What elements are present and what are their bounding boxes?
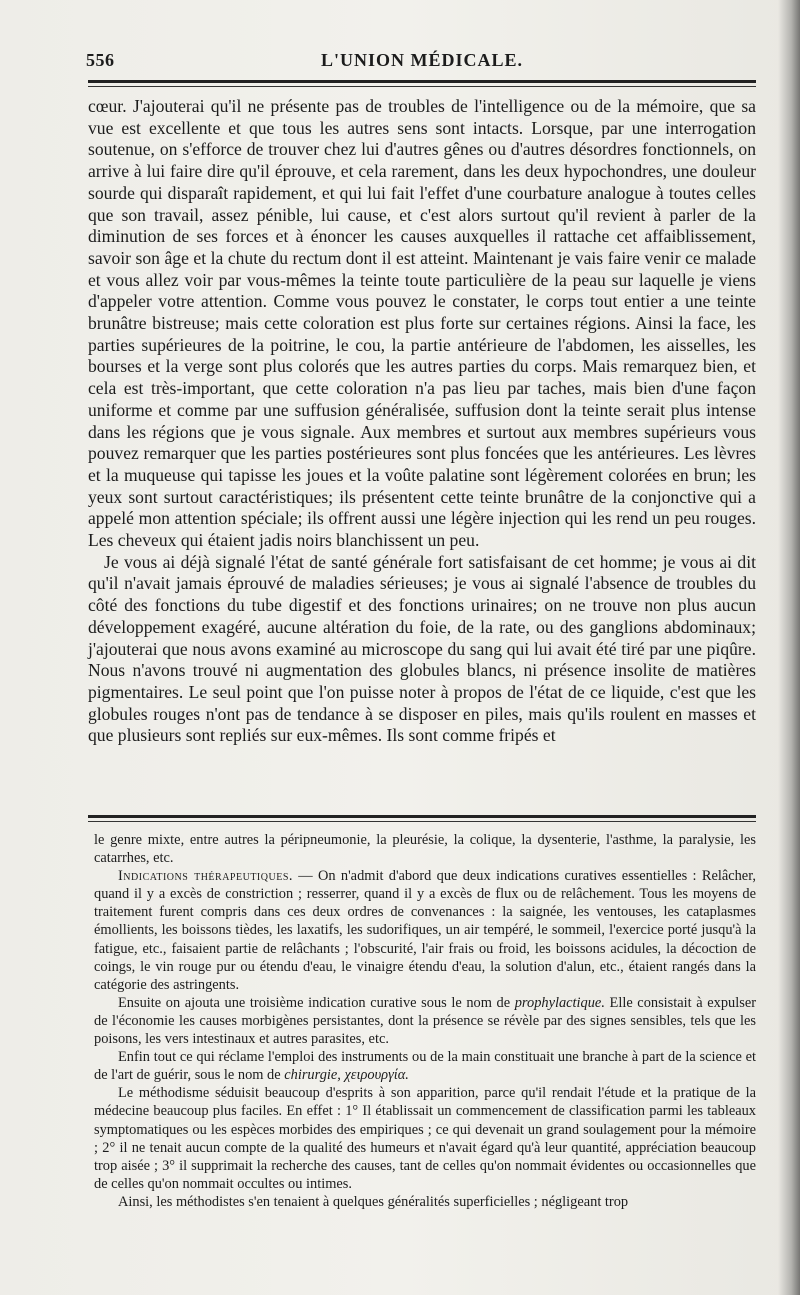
footnote-paragraph bbox=[94, 994, 756, 1048]
footnote-paragraph bbox=[94, 867, 756, 994]
main-body-text bbox=[88, 96, 756, 747]
running-title: L'UNION MÉDICALE. bbox=[320, 50, 524, 70]
footnote-separator-thick bbox=[88, 815, 756, 818]
footnote-paragraph: Ainsi, les méthodistes s'en tenaient à quelques généralités superficielles ; négligeant trop bbox=[118, 1193, 629, 1210]
page-number: 556 bbox=[86, 50, 115, 70]
footnote-paragraph bbox=[94, 1048, 756, 1084]
footnote-paragraph: le genre mixte, entre autres la péripneumonie, la pleurésie, la colique, la dysenterie, l'asthme, la paralysie, les catarrhes, etc. bbox=[94, 832, 756, 867]
footnote-separator-thin bbox=[88, 821, 756, 822]
header-rule-thin bbox=[88, 86, 756, 87]
header-rule-thick bbox=[88, 80, 756, 83]
footnote-paragraph: Le méthodisme séduisit beaucoup d'esprits à son apparition, parce qu'il rendait l'étude et la pratique de la médecine beaucoup plus faciles. En effet : 1° Il établissait un commencement de classification parmi les tableaux symptomatiques ou les espèces morbides des empiriques ; ce qui devenait un grand soulagement pour la mémoire ; 2° il ne tenait aucun compte de la qualité des humeurs et n'avait égard qu'à leur quantité, appréciation beaucoup trop aisée ; 3° il supprimait la recherche des causes, tant de celles qu'on nommait évidentes ou occasionnelles que de celles qu'on nommait occultes ou intimes. bbox=[94, 1085, 756, 1192]
body-paragraph: Je vous ai déjà signalé l'état de santé générale fort satisfaisant de cet homme; je vous ai dit qu'il n'avait jamais éprouvé de maladies sérieuses; je vous ai signalé l'absence de troubles du côté des fonctions du tube digestif et des fonctions urinaires; on ne trouve non plus aucun développement exagéré, aucune altération du foie, de la rate, ou des ganglions abdominaux; j'ajouterai que nous avons examiné au microscope du sang qui lui avait été tiré par une piqûre. Nous n'avons trouvé ni augmentation des globules blancs, ni présence insolite de matières pigmentaires. Le seul point que l'on puisse noter à propos de l'état de ce liquide, c'est que les globules rouges n'ont pas de tendance à se disposer en piles, mais qu'ils roulent en masses et que plusieurs sont repliés sur eux-mêmes. Ils sont comme fripés et bbox=[88, 551, 756, 746]
footnote-block bbox=[94, 831, 756, 1211]
body-paragraph: cœur. J'ajouterai qu'il ne présente pas de troubles de l'intelligence ou de la mémoire, que sa vue est excellente et que tous les autres sens sont intacts. Lorsque, par une interrogation soutenue, on s'efforce de trouver chez lui d'autres gênes ou d'autres désordres fonctionnels, on arrive à lui faire dire qu'il éprouve, et cela rarement, dans les deux hypochondres, une douleur sourde qui disparaît rapidement, et qui lui fait l'effet d'une courbature analogue à toutes celles que son travail, assez pénible, lui cause, et c'est alors surtout qu'il revient à parler de la diminution de ses forces et à énoncer les causes auxquelles il rattache cet affaiblissement, savoir son âge et la chute du rectum dont il est atteint. Maintenant je vais faire venir ce malade et vous allez voir par vous-mêmes la teinte toute particulière de la peau sur laquelle je viens d'appeler votre attention. Comme vous pouvez le constater, le corps tout entier a une teinte brunâtre bistreuse; mais cette coloration est plus forte sur certaines régions. Ainsi la face, les parties supérieures de la poitrine, le cou, la partie antérieure de l'abdomen, les aisselles, les bourses et la verge sont plus colorés que les autres parties du corps. Mais remarquez bien, et cela est très-important, que cette coloration n'a pas lieu par taches, mais bien d'une façon uniforme et comme par une suffusion généralisée, suffusion dont la teinte serait plus intense dans les régions que je vous signale. Aux membres et surtout aux membres supérieurs vous pouvez remarquer que les parties postérieures sont plus foncées que les antérieures. Les lèvres et la muqueuse qui tapisse les joues et la voûte palatine sont légèrement colorées en brun; les yeux sont surtout caractéristiques; ils présentent cette teinte brunâtre de la conjonctive qui a appelé mon attention spéciale; ils offrent aussi une légère injection qui les rend un peu rouges. Les cheveux qui étaient jadis noirs blanchissent un peu. bbox=[88, 96, 756, 551]
page-header bbox=[86, 50, 758, 74]
page-edge-shadow bbox=[778, 0, 800, 1295]
italic-term: prophylactique. bbox=[514, 994, 605, 1011]
italic-term: chirurgie, χειρουργία. bbox=[284, 1067, 409, 1084]
footnote-text: Ensuite on ajouta une troisième indication curative sous le nom de bbox=[118, 994, 515, 1011]
footnote-text: Elle consistait à expulser de l'économie les causes morbigènes persistantes, dont la présence se révèle par des signes sensibles, tels que les poisons, les vers intestinaux et autres parasites, etc. bbox=[94, 994, 757, 1048]
footnote-text: — On n'admit d'abord que deux indications curatives essentielles : Relâcher, quand il y a excès de constriction ; resserrer, quand il y a excès de flux ou de relâchement. Tous les moyens de traitement furent compris dans ces deux ordres de convenances : la saignée, les ventouses, les cataplasmes émollients, les boissons tièdes, les laxatifs, les sudorifiques, un air tempéré, le sommeil, l'exercice porté jusqu'à la fatigue, etc., faisaient partie de relâchants ; l'obscurité, l'air frais ou froid, les boissons acidules, la décoction de coings, le vin rouge pur ou étendu d'eau, le vinaigre étendu d'eau, la solution d'alun, etc., étaient rangés dans la catégorie des astringents. bbox=[94, 868, 757, 993]
footnote-text: Enfin tout ce qui réclame l'emploi des instruments ou de la main constituait une branche à part de la science et de l'art de guérir, sous le nom de bbox=[94, 1049, 756, 1084]
section-heading: Indications thérapeutiques. bbox=[118, 868, 293, 885]
